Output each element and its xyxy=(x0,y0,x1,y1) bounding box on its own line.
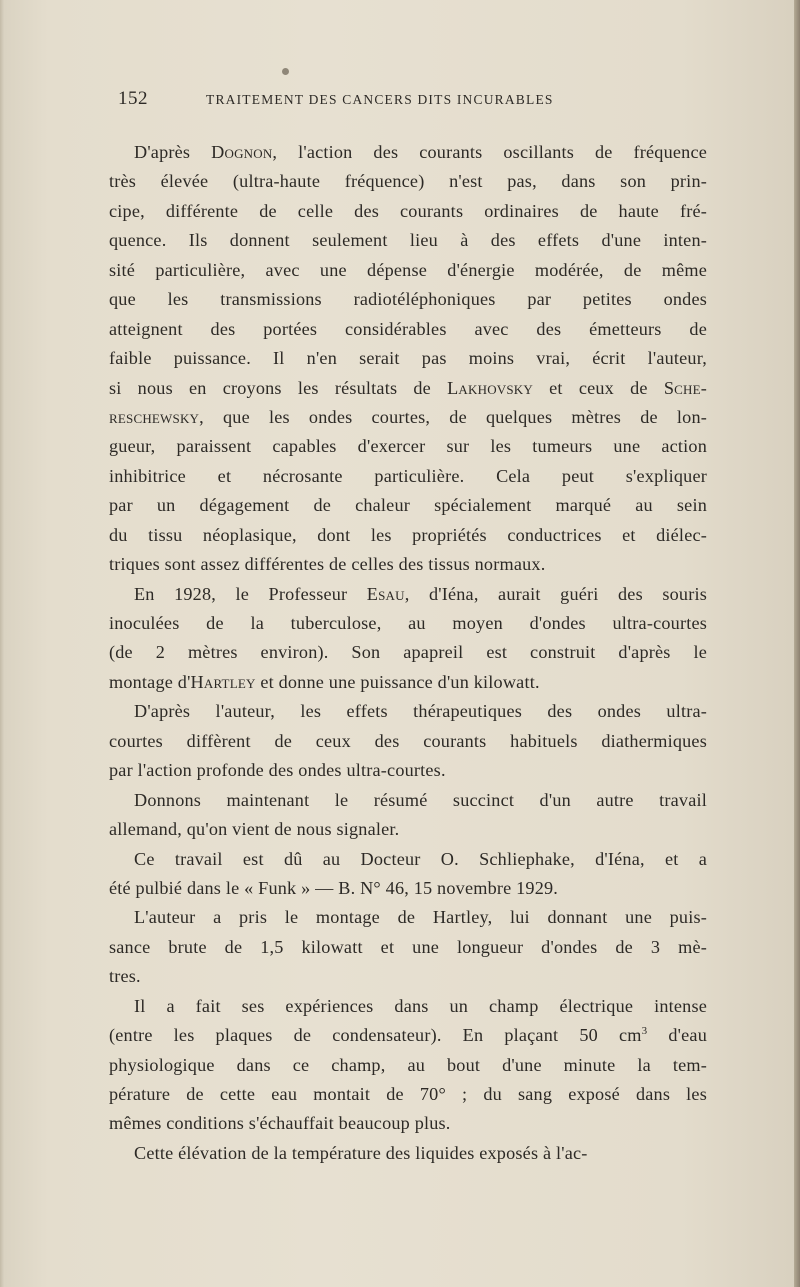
text-segment: (de 2 mètres environ). Son apapreil est construit d'après le xyxy=(109,642,707,663)
text-line xyxy=(109,903,707,932)
text-segment: Il a fait ses expériences dans un champ électrique intense xyxy=(134,995,707,1016)
text-line xyxy=(109,756,707,785)
text-segment: (entre les plaques de condensateur). En plaçant 50 cm xyxy=(109,1025,642,1046)
text-line xyxy=(109,1109,707,1138)
text-segment: pérature de cette eau montait de 70° ; du sang exposé dans les xyxy=(109,1084,707,1104)
text-segment: , l'action des courants oscillants de fréquence xyxy=(272,142,708,162)
text-line xyxy=(109,197,707,226)
text-line xyxy=(109,285,707,314)
page-left-edge xyxy=(0,0,4,1287)
text-line xyxy=(109,786,707,815)
text-line xyxy=(109,521,707,550)
text-segment: tres. xyxy=(109,966,141,987)
text-segment: D'après xyxy=(134,142,212,162)
text-segment: , d'Iéna, aurait guéri des souris xyxy=(404,583,708,604)
text-line xyxy=(109,727,707,756)
author-name: reschewsky xyxy=(109,406,200,427)
body-text xyxy=(109,138,707,1168)
text-segment: inhibitrice et nécrosante particulière. Cela peut s'expliquer xyxy=(109,465,707,486)
text-line xyxy=(109,462,707,491)
text-segment: été pulbié dans le « Funk » — B. N° 46, 15 novembre 1929. xyxy=(109,877,559,898)
text-segment: et ceux de xyxy=(532,377,664,398)
text-segment: courtes diffèrent de ceux des courants habituels diathermiques xyxy=(109,730,707,751)
text-segment: d'eau xyxy=(647,1025,707,1046)
text-line xyxy=(109,638,707,667)
page-number: 152 xyxy=(118,88,148,109)
text-segment: si nous en croyons les résultats de xyxy=(109,377,448,398)
page-header xyxy=(118,88,693,112)
text-line xyxy=(109,403,707,432)
text-segment: très élevée (ultra-haute fréquence) n'est pas, dans son prin- xyxy=(109,171,707,192)
text-segment: allemand, qu'on vient de nous signaler. xyxy=(109,819,400,840)
text-line xyxy=(109,992,707,1021)
text-segment: cipe, différente de celle des courants ordinaires de haute fré- xyxy=(109,200,707,221)
text-line xyxy=(109,874,707,903)
author-name: Sche- xyxy=(663,377,708,398)
text-segment: par un dégagement de chaleur spécialement marqué au sein xyxy=(109,495,707,516)
text-line xyxy=(109,167,707,196)
text-line xyxy=(109,226,707,255)
text-line xyxy=(109,138,707,167)
text-segment: , que les ondes courtes, de quelques mètres de lon- xyxy=(199,406,707,427)
text-segment: mêmes conditions s'échauffait beaucoup plus. xyxy=(109,1113,451,1134)
ink-speck xyxy=(282,68,289,75)
text-line xyxy=(109,815,707,844)
text-line xyxy=(109,1080,707,1109)
author-name: Dognon xyxy=(211,142,273,162)
text-segment: L'auteur a pris le montage de Hartley, lui donnant une puis- xyxy=(134,907,707,928)
text-line xyxy=(109,550,707,579)
text-segment: et donne une puissance d'un kilowatt. xyxy=(255,671,540,692)
author-name: Esau xyxy=(366,583,405,604)
text-line xyxy=(109,315,707,344)
text-segment: montage d' xyxy=(109,671,191,692)
text-line xyxy=(109,1021,707,1050)
text-segment: du tissu néoplasique, dont les propriétés conductrices et diélec- xyxy=(109,524,707,545)
text-line xyxy=(109,1139,707,1168)
text-segment: faible puissance. Il n'en serait pas moins vrai, écrit l'auteur, xyxy=(109,348,707,369)
text-segment: triques sont assez différentes de celles des tissus normaux. xyxy=(109,554,546,575)
text-segment: quence. Ils donnent seulement lieu à des effets d'une inten- xyxy=(109,230,707,251)
text-line xyxy=(109,344,707,373)
superscript: 3 xyxy=(641,1025,648,1038)
text-segment: D'après l'auteur, les effets thérapeutiques des ondes ultra- xyxy=(134,701,707,722)
text-segment: Ce travail est dû au Docteur O. Schliephake, d'Iéna, et a xyxy=(134,848,707,869)
text-segment: physiologique dans ce champ, au bout d'une minute la tem- xyxy=(109,1054,707,1075)
text-line xyxy=(109,491,707,520)
text-segment: gueur, paraissent capables d'exercer sur les tumeurs une action xyxy=(109,436,707,457)
text-line xyxy=(109,1051,707,1080)
page-right-edge xyxy=(794,0,800,1287)
text-segment: par l'action profonde des ondes ultra-courtes. xyxy=(109,760,446,781)
text-segment: En 1928, le Professeur xyxy=(134,583,367,604)
text-line xyxy=(109,256,707,285)
author-name: Hartley xyxy=(190,671,256,692)
text-line xyxy=(109,668,707,697)
text-line xyxy=(109,933,707,962)
text-segment: que les transmissions radiotéléphoniques par petites ondes xyxy=(109,289,707,310)
text-line xyxy=(109,845,707,874)
text-line xyxy=(109,697,707,726)
text-segment: sance brute de 1,5 kilowatt et une longueur d'ondes de 3 mè- xyxy=(109,936,707,957)
text-line xyxy=(109,962,707,991)
text-line xyxy=(109,580,707,609)
running-head: TRAITEMENT DES CANCERS DITS INCURABLES xyxy=(206,92,554,107)
author-name: Lakhovsky xyxy=(447,377,533,398)
text-segment: inoculées de la tuberculose, au moyen d'ondes ultra-courtes xyxy=(109,613,707,633)
text-segment: atteignent des portées considérables avec des émetteurs de xyxy=(109,318,707,339)
text-line xyxy=(109,432,707,461)
text-segment: Donnons maintenant le résumé succinct d'un autre travail xyxy=(134,789,707,810)
text-line xyxy=(109,374,707,403)
text-segment: Cette élévation de la température des liquides exposés à l'ac- xyxy=(134,1142,588,1163)
text-line xyxy=(109,609,707,638)
text-segment: sité particulière, avec une dépense d'énergie modérée, de même xyxy=(109,259,707,280)
